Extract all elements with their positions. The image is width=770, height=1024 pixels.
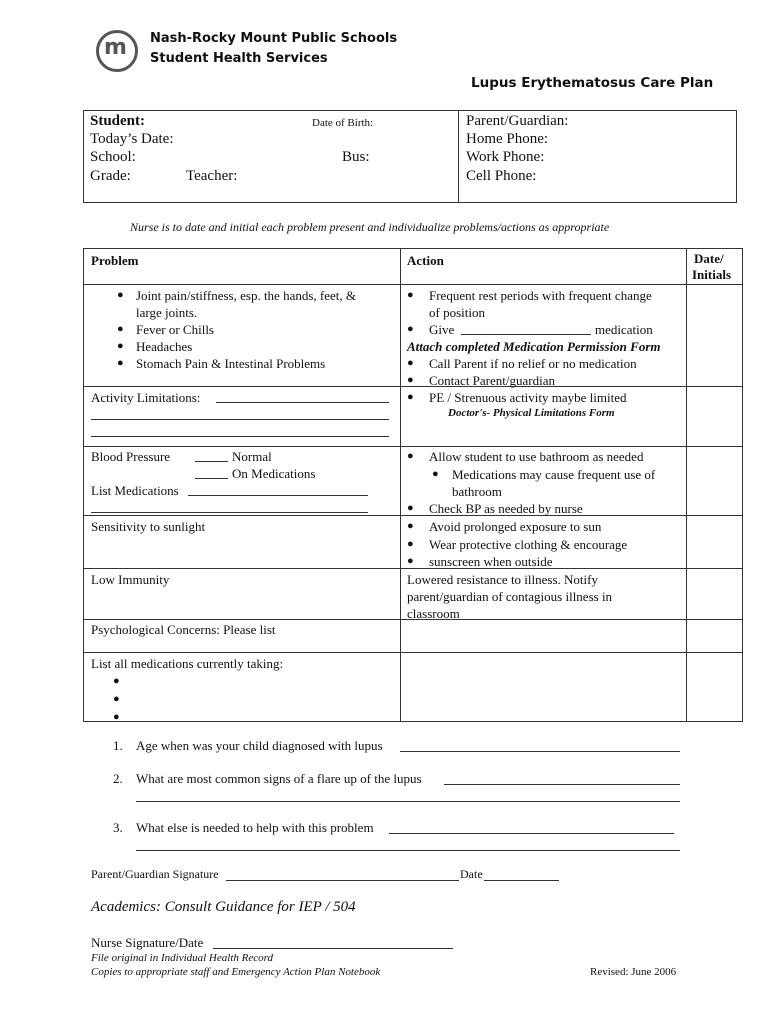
action-call-parent: Call Parent if no relief or no medication — [429, 356, 637, 371]
question-1-number: 1. — [113, 738, 123, 753]
action-doctor-form: Doctor's- Physical Limitations Form — [448, 407, 615, 419]
nurse-instruction: Nurse is to date and initial each problem present and individualize problems/actions as appropriate — [130, 220, 610, 234]
logo-letter: m — [104, 35, 124, 60]
psych-concerns-label: Psychological Concerns: Please list — [91, 622, 276, 637]
district-logo — [96, 30, 138, 72]
question-3: What else is needed to help with this problem — [136, 820, 374, 835]
action-pe-limited: PE / Strenuous activity maybe limited — [429, 390, 627, 405]
bus-label: Bus: — [342, 149, 370, 165]
copies-note: Copies to appropriate staff and Emergency Action Plan Notebook — [91, 966, 381, 978]
cell-phone-label: Cell Phone: — [466, 168, 537, 184]
activity-limitations-field[interactable] — [216, 402, 389, 403]
action-contact-parent: Contact Parent/guardian — [429, 373, 555, 388]
problem-joint-pain: Joint pain/stiffness, esp. the hands, feet, & — [136, 288, 357, 303]
action-rest-periods-cont: of position — [429, 305, 485, 320]
initials-header: Initials — [692, 267, 732, 282]
activity-limitations-line-3[interactable] — [91, 436, 389, 437]
action-protective-clothing: Wear protective clothing & encourage — [429, 537, 628, 552]
question-2-answer-line-2[interactable] — [136, 801, 680, 802]
teacher-label: Teacher: — [186, 168, 238, 184]
plan-title: Lupus Erythematosus Care Plan — [471, 75, 714, 91]
medication-blank[interactable] — [461, 334, 591, 335]
revised-date: Revised: June 2006 — [590, 966, 677, 978]
student-info-box — [83, 110, 737, 203]
blood-pressure-label: Blood Pressure — [91, 449, 171, 464]
action-classroom: classroom — [407, 606, 460, 621]
question-2-answer[interactable] — [444, 784, 680, 785]
grade-label: Grade: — [90, 168, 131, 184]
bp-on-meds-label: On Medications — [232, 466, 316, 481]
question-1-answer[interactable] — [400, 751, 680, 752]
date-header: Date/ — [694, 251, 724, 266]
parent-signature-date-field[interactable] — [484, 880, 559, 881]
care-plan-table: Problem Action Date/ Initials ● Joint pain/stiffness, esp. the hands, feet, & large joints. ● Fever or Chills ● Headaches ● Stomach Pain & Intestinal Problems ● Frequent rest periods with frequent change of position ● Give medication Attach completed Medication Permission Form ● Call Parent if no relief or no medication ● Contact Parent/guardian Activity Limitations: ● PE / Strenuous activity maybe limited Doctor's- Physical Limitations Form Blood Pressure Normal On Medications List Medications ● Allow student to use bathroom as needed ● Medications may cause frequent use of bathroom ● Check BP as needed by nurse Sensitivity to sunlight ● Avoid prolonged exposure to sun ● Wear protective clothing & encourage ● sunscreen when outside Low Immunity Lowered resistance to illness. Notify parent/guardian of contagious illness in classroom Psychological Concerns: Please list List all medications currently taking: ● ● ● — [83, 248, 743, 722]
action-sunscreen: sunscreen when outside — [429, 554, 553, 569]
problem-joint-pain-cont: large joints. — [136, 305, 198, 320]
problem-header: Problem — [91, 253, 139, 268]
district-name: Nash-Rocky Mount Public Schools — [150, 31, 398, 46]
list-medications-label: List Medications — [91, 483, 179, 498]
bp-normal-blank[interactable] — [195, 461, 228, 462]
department-name: Student Health Services — [150, 51, 328, 66]
action-attach-form: Attach completed Medication Permission Form — [407, 339, 661, 354]
action-medication-label: medication — [595, 322, 653, 337]
activity-limitations-label: Activity Limitations: — [91, 390, 201, 405]
school-label: School: — [90, 149, 136, 165]
action-notify-parent: parent/guardian of contagious illness in — [407, 589, 613, 604]
list-medications-field[interactable] — [188, 495, 368, 496]
work-phone-label: Work Phone: — [466, 149, 545, 165]
bp-on-meds-blank[interactable] — [195, 478, 228, 479]
problem-stomach-pain: Stomach Pain & Intestinal Problems — [136, 356, 326, 371]
action-meds-bathroom-cont: bathroom — [452, 484, 502, 499]
action-header: Action — [407, 253, 444, 268]
current-medications-label: List all medications currently taking: — [91, 656, 284, 671]
problem-headaches: Headaches — [136, 339, 193, 354]
problem-fever: Fever or Chills — [136, 322, 214, 337]
action-check-bp: Check BP as needed by nurse — [429, 501, 583, 516]
action-meds-bathroom: Medications may cause frequent use of — [452, 467, 656, 482]
parent-signature-label: Parent/Guardian Signature — [91, 867, 219, 881]
question-2-number: 2. — [113, 771, 123, 786]
parent-signature-field[interactable] — [226, 880, 459, 881]
medication-bullet-2: ● — [113, 693, 120, 705]
question-3-number: 3. — [113, 820, 123, 835]
bp-normal-label: Normal — [232, 449, 272, 464]
nurse-signature-label: Nurse Signature/Date — [91, 935, 204, 950]
dob-label: Date of Birth: — [312, 117, 374, 129]
question-1: Age when was your child diagnosed with lupus — [136, 738, 383, 753]
academics-note: Academics: Consult Guidance for IEP / 504 — [91, 899, 356, 915]
sunlight-sensitivity-label: Sensitivity to sunlight — [91, 519, 206, 534]
parent-guardian-label: Parent/Guardian: — [466, 113, 569, 129]
student-label: Student: — [90, 113, 146, 129]
action-give-label: Give — [429, 322, 455, 337]
question-3-answer[interactable] — [389, 833, 674, 834]
activity-limitations-line-2[interactable] — [91, 419, 389, 420]
low-immunity-label: Low Immunity — [91, 572, 170, 587]
list-medications-line-2[interactable] — [91, 512, 368, 513]
todays-date-label: Today’s Date: — [90, 131, 174, 147]
file-note: File original in Individual Health Record — [91, 952, 273, 964]
action-bathroom: Allow student to use bathroom as needed — [429, 449, 644, 464]
action-rest-periods: Frequent rest periods with frequent change — [429, 288, 652, 303]
medication-bullet-3: ● — [113, 711, 120, 723]
medication-bullet-1: ● — [113, 675, 120, 687]
action-avoid-sun: Avoid prolonged exposure to sun — [429, 519, 602, 534]
date-label: Date — [460, 867, 483, 881]
home-phone-label: Home Phone: — [466, 131, 549, 147]
question-3-answer-line-2[interactable] — [136, 850, 680, 851]
question-2: What are most common signs of a flare up of the lupus — [136, 771, 422, 786]
nurse-signature-field[interactable] — [213, 948, 453, 949]
action-lowered-resistance: Lowered resistance to illness. Notify — [407, 572, 598, 587]
